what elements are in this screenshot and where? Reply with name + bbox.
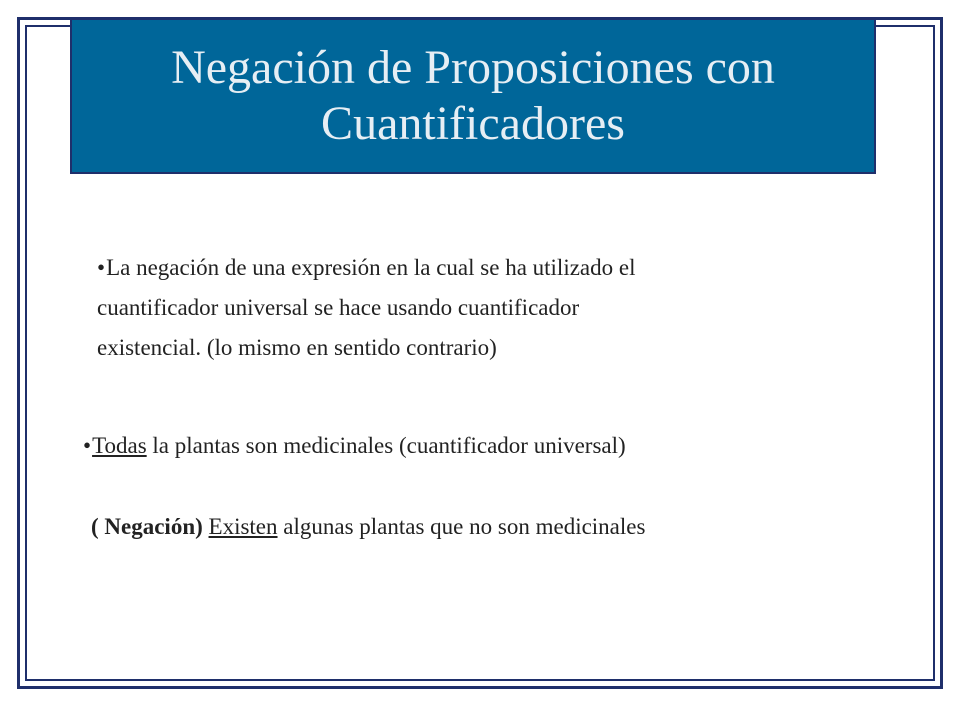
definition-line-2: cuantificador universal se hace usando cuantificador — [97, 295, 580, 320]
definition-text-1: La negación de una expresión en la cual se ha utilizado el — [106, 255, 636, 280]
example-universal-text: la plantas son medicinales (cuantificador universal) — [146, 433, 626, 458]
example-negation — [91, 507, 645, 547]
definition-line-1 — [97, 248, 867, 288]
title-banner — [70, 18, 876, 174]
definition-line-3: existencial. (lo mismo en sentido contrario) — [97, 335, 497, 360]
example-universal — [83, 426, 883, 466]
bullet-marker: • — [83, 433, 92, 458]
underlined-quantifier-existen: Existen — [208, 514, 278, 539]
slide-title-line-1: Negación de Proposiciones con — [171, 41, 775, 94]
definition-paragraph — [97, 248, 867, 368]
negation-label: ( Negación) — [91, 514, 203, 539]
slide-title-line-2: Cuantificadores — [321, 97, 625, 150]
underlined-quantifier-todas: Todas — [92, 433, 147, 458]
negation-text: algunas plantas que no son medicinales — [277, 514, 646, 539]
bullet-marker: • — [97, 255, 106, 280]
